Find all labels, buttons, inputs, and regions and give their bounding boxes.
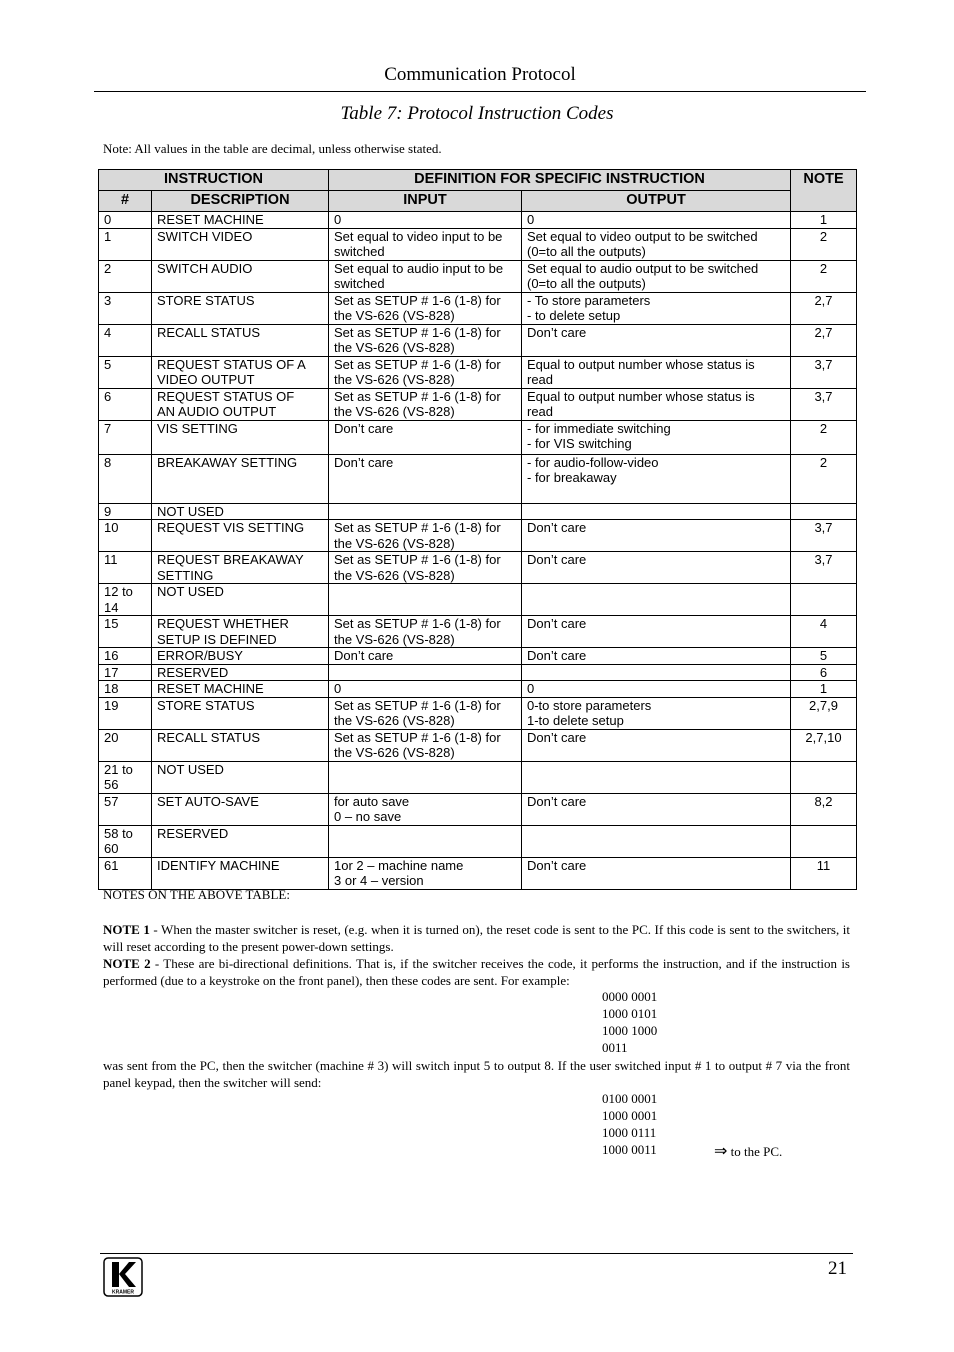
cell-num: 0	[99, 212, 152, 229]
table-row	[99, 584, 857, 616]
cell-output: Don’t care	[522, 857, 791, 889]
code-line: 0000 0001	[602, 989, 658, 1004]
running-header: Communication Protocol	[384, 64, 576, 85]
cell-num: 57	[99, 793, 152, 825]
page-number: 21	[828, 1258, 847, 1279]
cell-input	[329, 664, 522, 681]
cell-num: 20	[99, 729, 152, 761]
cell-input: Set as SETUP # 1-6 (1-8) for the VS-626 (VS-828)	[329, 697, 522, 729]
cell-output: Don’t care	[522, 616, 791, 648]
cell-note: 2,7,9	[791, 697, 857, 729]
cell-num: 2	[99, 260, 152, 292]
to-pc-annotation	[714, 1141, 782, 1161]
example-code-2	[602, 1090, 657, 1158]
cell-description: RECALL STATUS	[152, 324, 329, 356]
cell-input	[329, 584, 522, 616]
cell-description: IDENTIFY MACHINE	[152, 857, 329, 889]
cell-num: 10	[99, 520, 152, 552]
table-row	[99, 664, 857, 681]
table-row	[99, 729, 857, 761]
code-line: 0011	[602, 1040, 628, 1055]
table-row	[99, 228, 857, 260]
cell-input: Set as SETUP # 1-6 (1-8) for the VS-626 (VS-828)	[329, 616, 522, 648]
note-1-label: NOTE 1	[103, 922, 150, 937]
note-1	[103, 921, 850, 955]
cell-note: 11	[791, 857, 857, 889]
header-description: DESCRIPTION	[152, 191, 329, 212]
cell-note: 4	[791, 616, 857, 648]
cell-input: Set as SETUP # 1-6 (1-8) for the VS-626 (VS-828)	[329, 324, 522, 356]
cell-description: ERROR/BUSY	[152, 648, 329, 665]
cell-num: 16	[99, 648, 152, 665]
cell-description: NOT USED	[152, 584, 329, 616]
table-row	[99, 324, 857, 356]
note-2-label: NOTE 2	[103, 956, 151, 971]
cell-note: 2	[791, 260, 857, 292]
cell-num: 4	[99, 324, 152, 356]
cell-input: Set as SETUP # 1-6 (1-8) for the VS-626 (VS-828)	[329, 388, 522, 420]
cell-output: Don’t care	[522, 729, 791, 761]
cell-note: 2	[791, 420, 857, 454]
table-row	[99, 825, 857, 857]
table-row	[99, 260, 857, 292]
table-row	[99, 793, 857, 825]
cell-output: 0	[522, 681, 791, 698]
cell-output: - for audio-follow-video - for breakaway	[522, 454, 791, 503]
cell-note: 2,7,10	[791, 729, 857, 761]
cell-input: Don’t care	[329, 420, 522, 454]
cell-note: 8,2	[791, 793, 857, 825]
cell-num: 6	[99, 388, 152, 420]
table-row	[99, 503, 857, 520]
cell-input: 1or 2 – machine name 3 or 4 – version	[329, 857, 522, 889]
table-row	[99, 761, 857, 793]
cell-output	[522, 825, 791, 857]
cell-note: 1	[791, 212, 857, 229]
table-note: Note: All values in the table are decimal, unless otherwise stated.	[103, 141, 442, 156]
header-instruction: INSTRUCTION	[99, 170, 329, 191]
cell-description: VIS SETTING	[152, 420, 329, 454]
cell-input: 0	[329, 681, 522, 698]
table-row	[99, 292, 857, 324]
cell-num: 5	[99, 356, 152, 388]
table-row	[99, 697, 857, 729]
cell-note: 2	[791, 228, 857, 260]
cell-output: 0	[522, 212, 791, 229]
cell-num: 58 to 60	[99, 825, 152, 857]
cell-input: 0	[329, 212, 522, 229]
cell-input: for auto save 0 – no save	[329, 793, 522, 825]
cell-output: Set equal to video output to be switched (0=to all the outputs)	[522, 228, 791, 260]
cell-description: REQUEST BREAKAWAY SETTING	[152, 552, 329, 584]
cell-num: 8	[99, 454, 152, 503]
cell-note: 3,7	[791, 388, 857, 420]
cell-output: Don’t care	[522, 324, 791, 356]
cell-description: SET AUTO-SAVE	[152, 793, 329, 825]
cell-output	[522, 664, 791, 681]
cell-description: RESET MACHINE	[152, 212, 329, 229]
table-row	[99, 388, 857, 420]
cell-note	[791, 825, 857, 857]
cell-output	[522, 761, 791, 793]
cell-description: RESET MACHINE	[152, 681, 329, 698]
code-line: 1000 0001	[602, 1108, 658, 1123]
cell-description: REQUEST WHETHER SETUP IS DEFINED	[152, 616, 329, 648]
cell-description: RESERVED	[152, 664, 329, 681]
table-row	[99, 681, 857, 698]
cell-input: Don’t care	[329, 454, 522, 503]
cell-input: Set as SETUP # 1-6 (1-8) for the VS-626 (VS-828)	[329, 292, 522, 324]
cell-output	[522, 584, 791, 616]
header-rule	[94, 91, 866, 92]
cell-description: STORE STATUS	[152, 697, 329, 729]
cell-note: 1	[791, 681, 857, 698]
cell-input	[329, 825, 522, 857]
cell-num: 15	[99, 616, 152, 648]
cell-description: RESERVED	[152, 825, 329, 857]
note-1-text: - When the master switcher is reset, (e.g. when it is turned on), the reset code is sent to the PC. If this code is sent to the switchers, it will reset according to the present power-down settings.	[103, 922, 850, 954]
table-title: Table 7: Protocol Instruction Codes	[340, 103, 614, 124]
cell-description: NOT USED	[152, 503, 329, 520]
cell-input: Set as SETUP # 1-6 (1-8) for the VS-626 (VS-828)	[329, 356, 522, 388]
cell-note	[791, 503, 857, 520]
cell-description: SWITCH VIDEO	[152, 228, 329, 260]
cell-num: 61	[99, 857, 152, 889]
table-row	[99, 648, 857, 665]
note-2-text: - These are bi-directional definitions. That is, if the switcher receives the code, it performs the instruction, and if the instruction is performed (due to a keystroke on the front panel), then these codes are sent. For example:	[103, 956, 850, 988]
right-double-arrow-icon: ⇒	[714, 1143, 728, 1160]
code-line: 1000 0011	[602, 1142, 657, 1157]
table-body	[99, 212, 857, 890]
cell-description: STORE STATUS	[152, 292, 329, 324]
to-pc-text: to the PC.	[727, 1144, 783, 1159]
protocol-table	[98, 169, 857, 890]
cell-input: Set as SETUP # 1-6 (1-8) for the VS-626 (VS-828)	[329, 520, 522, 552]
cell-description: REQUEST VIS SETTING	[152, 520, 329, 552]
table-row	[99, 520, 857, 552]
code-line: 0100 0001	[602, 1091, 658, 1106]
table-row	[99, 552, 857, 584]
cell-output: Don’t care	[522, 648, 791, 665]
cell-input: Set as SETUP # 1-6 (1-8) for the VS-626 (VS-828)	[329, 552, 522, 584]
table-row	[99, 857, 857, 889]
cell-input	[329, 503, 522, 520]
table-row	[99, 420, 857, 454]
cell-num: 12 to 14	[99, 584, 152, 616]
cell-description: NOT USED	[152, 761, 329, 793]
header-definition: DEFINITION FOR SPECIFIC INSTRUCTION	[329, 170, 791, 191]
cell-num: 11	[99, 552, 152, 584]
header-num: #	[99, 191, 152, 212]
code-line: 1000 1000	[602, 1023, 658, 1038]
cell-output: - To store parameters - to delete setup	[522, 292, 791, 324]
cell-input	[329, 761, 522, 793]
cell-note: 3,7	[791, 356, 857, 388]
cell-note: 3,7	[791, 552, 857, 584]
example-code-1	[602, 988, 657, 1056]
cell-num: 1	[99, 228, 152, 260]
cell-input: Set as SETUP # 1-6 (1-8) for the VS-626 (VS-828)	[329, 729, 522, 761]
table-row	[99, 356, 857, 388]
cell-output: Set equal to audio output to be switched (0=to all the outputs)	[522, 260, 791, 292]
cell-input: Don’t care	[329, 648, 522, 665]
paragraph-3: was sent from the PC, then the switcher (machine # 3) will switch input 5 to output 8. If the user switched input # 1 to output # 7 via the front panel keypad, then the switcher will send:	[103, 1058, 850, 1090]
cell-output: Equal to output number whose status is read	[522, 356, 791, 388]
cell-note: 2	[791, 454, 857, 503]
cell-note: 3,7	[791, 520, 857, 552]
cell-note: 2,7	[791, 292, 857, 324]
cell-note: 6	[791, 664, 857, 681]
cell-output	[522, 503, 791, 520]
note-2	[103, 955, 850, 989]
table-row	[99, 616, 857, 648]
kramer-logo-icon	[103, 1257, 143, 1297]
cell-description: REQUEST STATUS OF AN AUDIO OUTPUT	[152, 388, 329, 420]
cell-description: RECALL STATUS	[152, 729, 329, 761]
cell-note	[791, 761, 857, 793]
cell-description: BREAKAWAY SETTING	[152, 454, 329, 503]
notes-heading: NOTES ON THE ABOVE TABLE:	[103, 887, 290, 902]
cell-num: 3	[99, 292, 152, 324]
cell-num: 19	[99, 697, 152, 729]
cell-note: 2,7	[791, 324, 857, 356]
table-row	[99, 212, 857, 229]
cell-input: Set equal to video input to be switched	[329, 228, 522, 260]
cell-description: SWITCH AUDIO	[152, 260, 329, 292]
header-input: INPUT	[329, 191, 522, 212]
cell-input: Set equal to audio input to be switched	[329, 260, 522, 292]
cell-num: 17	[99, 664, 152, 681]
cell-output: 0-to store parameters 1-to delete setup	[522, 697, 791, 729]
cell-output: - for immediate switching - for VIS switching	[522, 420, 791, 454]
cell-output: Don’t care	[522, 793, 791, 825]
cell-num: 7	[99, 420, 152, 454]
cell-num: 9	[99, 503, 152, 520]
cell-output: Don’t care	[522, 520, 791, 552]
cell-output: Equal to output number whose status is read	[522, 388, 791, 420]
code-line: 1000 0101	[602, 1006, 658, 1021]
table-row	[99, 454, 857, 503]
cell-note	[791, 584, 857, 616]
footer-rule	[100, 1253, 853, 1254]
cell-num: 21 to 56	[99, 761, 152, 793]
code-line: 1000 0111	[602, 1125, 657, 1140]
header-note: NOTE	[791, 170, 857, 212]
header-output: OUTPUT	[522, 191, 791, 212]
cell-num: 18	[99, 681, 152, 698]
cell-output: Don’t care	[522, 552, 791, 584]
cell-description: REQUEST STATUS OF A VIDEO OUTPUT	[152, 356, 329, 388]
cell-note: 5	[791, 648, 857, 665]
svg-text:KRAMER: KRAMER	[112, 1289, 134, 1296]
